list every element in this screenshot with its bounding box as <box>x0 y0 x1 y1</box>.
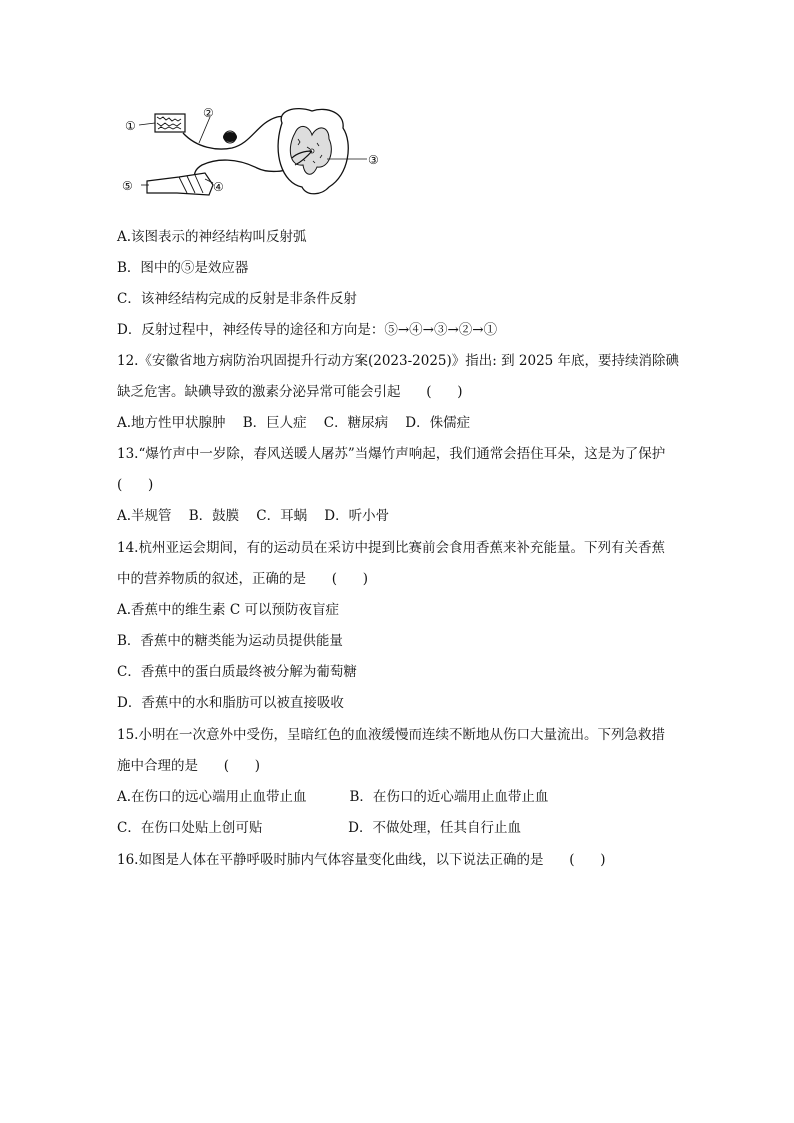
q13-stem-line1: 13.“爆竹声中一岁除，春风送暖人屠苏”当爆竹声响起，我们通常会捂住耳朵，这是为了保护 <box>117 446 666 462</box>
q16-stem: 16.如图是人体在平静呼吸时肺内气体容量变化曲线，以下说法正确的是 ( ) <box>117 852 606 868</box>
q13-stem-line2: ( ) <box>117 477 154 493</box>
afferent-nerve <box>183 116 294 158</box>
q14-option-b: B．香蕉中的糖类能为运动员提供能量 <box>117 633 343 649</box>
q12-stem-line2: 缺乏危害。缺碘导致的激素分泌异常可能会引起 ( ) <box>117 384 463 400</box>
label-1: ① <box>125 119 136 133</box>
q13-options: A.半规管 B．鼓膜 C．耳蜗 D．听小骨 <box>117 508 390 524</box>
q14-option-c: C．香蕉中的蛋白质最终被分解为葡萄糖 <box>117 664 357 680</box>
q11-option-a: A.该图表示的神经结构叫反射弧 <box>117 229 307 245</box>
reflex-arc-diagram <box>117 103 392 211</box>
effector-shape <box>147 173 213 195</box>
q11-option-d: D．反射过程中，神经传导的途径和方向是：⑤→④→③→②→① <box>117 322 498 338</box>
q15-options-cd: C．在伤口处贴上创可贴 D．不做处理，任其自行止血 <box>117 820 521 836</box>
spinal-cord <box>278 109 348 194</box>
q14-stem-line1: 14.杭州亚运会期间，有的运动员在采访中提到比赛前会食用香蕉来补充能量。下列有关香蕉 <box>117 540 665 556</box>
q11-option-b: B．图中的⑤是效应器 <box>117 260 249 276</box>
q12-options: A.地方性甲状腺肿 B．巨人症 C．糖尿病 D．侏儒症 <box>117 415 471 431</box>
label-4: ④ <box>213 180 224 194</box>
q14-option-a: A.香蕉中的维生素 C 可以预防夜盲症 <box>117 602 339 618</box>
label-2: ② <box>203 106 214 120</box>
q14-stem-line2: 中的营养物质的叙述，正确的是 ( ) <box>117 571 369 587</box>
q15-stem-line2: 施中合理的是 ( ) <box>117 758 261 774</box>
q11-option-c: C．该神经结构完成的反射是非条件反射 <box>117 291 357 307</box>
receptor-shape <box>155 114 185 132</box>
reflex-arc-figure <box>117 103 392 211</box>
label-3: ③ <box>368 153 379 167</box>
q15-stem-line1: 15.小明在一次意外中受伤，呈暗红色的血液缓慢而连续不断地从伤口大量流出。下列急救措 <box>117 727 665 743</box>
q14-option-d: D．香蕉中的水和脂肪可以被直接吸收 <box>117 695 344 711</box>
q12-stem-line1: 12.《安徽省地方病防治巩固提升行动方案(2023-2025)》指出: 到 2025 年底，要持续消除碘 <box>117 353 680 369</box>
label-5: ⑤ <box>122 179 133 193</box>
q15-options-ab: A.在伤口的远心端用止血带止血 B．在伤口的近心端用止血带止血 <box>117 789 549 805</box>
